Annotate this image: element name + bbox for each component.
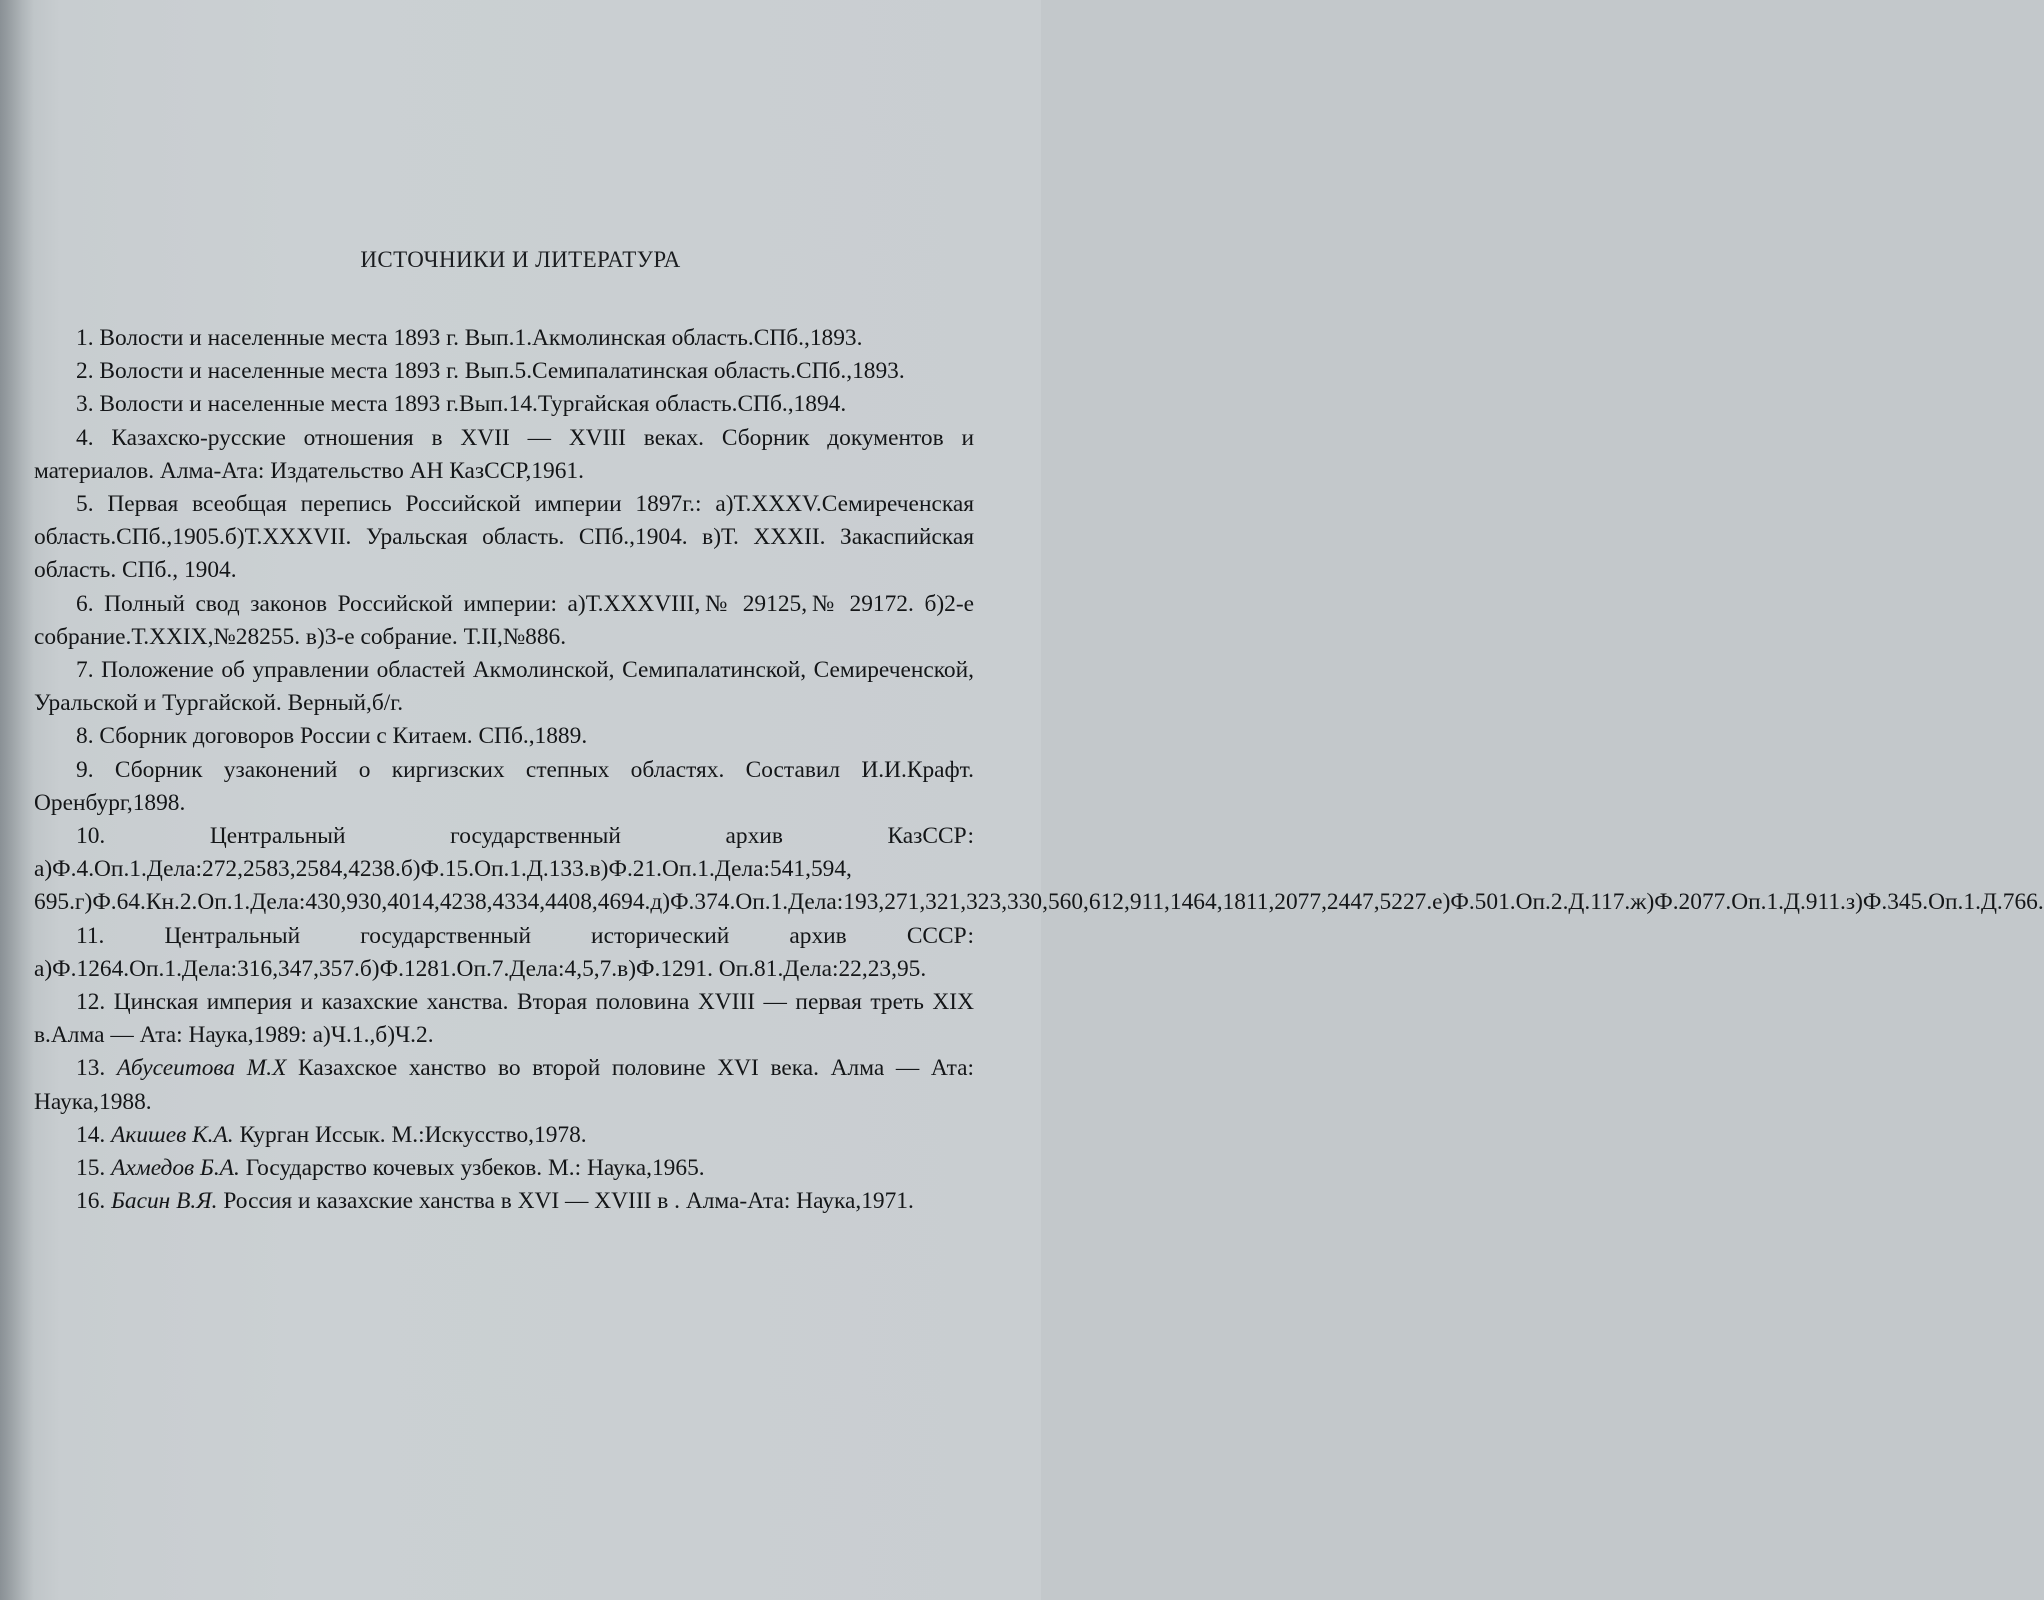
reference-item [34, 1185, 974, 1218]
reference-list [34, 322, 2044, 1218]
page-title: ИСТОЧНИКИ И ЛИТЕРАТУРА [360, 247, 681, 272]
reference-description: Казахское ханство во второй половине XVI века. Алма — Ата: Наука,1988. [34, 1055, 975, 1115]
reference-item: 12. Цинская империя и казахские ханства. Вторая половина XVIII — первая треть XIX в.Алма — Ата: Наука,1989: а)Ч.1.,б)Ч.2. [34, 989, 974, 1049]
reference-author: Басин В.Я. [111, 1188, 218, 1215]
binding-shadow [0, 0, 34, 1600]
reference-item: 8. Сборник договоров России с Китаем. СПб.,1889. [76, 723, 588, 750]
reference-item [34, 1052, 974, 1118]
reference-item: 5. Первая всеобщая перепись Российской империи 1897г.: а)Т.XXXV.Семиреченская область.СПб.,1905.б)Т.XXXVII. Уральская область. СПб.,1904. в)Т. XXXII. Закаспийская область. СПб., 1904. [34, 491, 974, 584]
reference-description: Государство кочевых узбеков. М.: Наука,1965. [245, 1155, 705, 1182]
reference-item: 10. Центральный государственный архив КазССР: а)Ф.4.Оп.1.Дела:272,2583,2584,4238.б)Ф.15.Оп.1.Д.133.в)Ф.21.Оп.1.Дела:541,594, 695.г)Ф.64.Кн.2.Оп.1.Дела:430,930,4014,4238,4334,4408,4694.д)Ф.374.Оп.1.Дела:193,271,321,323,330,560,612,911,1464,1811,2077,2447,5227.е)Ф.501.Оп.2.Д.117.ж)Ф.2077.Оп.1.Д.911.з)Ф.345.Оп.1.Д.766. [34, 823, 2044, 916]
reference-author: Ахмедов Б.А. [111, 1155, 240, 1182]
reference-item: 3. Волости и населенные места 1893 г.Вып.14.Тургайская область.СПб.,1894. [76, 391, 847, 418]
reference-description: Россия и казахские ханства в XVI — XVIII в . Алма-Ата: Наука,1971. [223, 1188, 914, 1215]
reference-item: 11. Центральный государственный исторический архив СССР: а)Ф.1264.Оп.1.Дела:316,347,357.б)Ф.1281.Оп.7.Дела:4,5,7.в)Ф.1291. Оп.81.Дела:22,23,95. [34, 922, 974, 982]
reference-item [34, 1119, 974, 1152]
reference-number: 13. [76, 1055, 106, 1082]
reference-item: 4. Казахско-русские отношения в XVII — XVIII веках. Сборник документов и материалов. Алма-Ата: Издательство АН КазССР,1961. [34, 424, 974, 484]
reference-item [34, 1152, 974, 1185]
reference-author: Акишев К.А. [111, 1121, 234, 1148]
reference-item: 6. Полный свод законов Российской империи: а)Т.XXXVIII,№ 29125,№ 29172. б)2-е собрание.Т.XXIX,№28255. в)3-е собрание. Т.II,№886. [34, 590, 974, 650]
reference-number: 15. [76, 1155, 106, 1182]
reference-item: 9. Сборник узаконений о киргизских степных областях. Составил И.И.Крафт. Оренбург,1898. [34, 756, 974, 816]
reference-item: 7. Положение об управлении областей Акмолинской, Семипалатинской, Семиреченской, Уральской и Тургайской. Верный,б/г. [34, 657, 974, 717]
reference-number: 14. [76, 1121, 106, 1148]
reference-description: Курган Иссык. М.:Искусство,1978. [239, 1121, 587, 1148]
reference-item: 1. Волости и населенные места 1893 г. Вып.1.Акмолинская область.СПб.,1893. [76, 325, 863, 351]
reference-number: 16. [76, 1188, 106, 1215]
reference-item: 2. Волости и населенные места 1893 г. Вып.5.Семипалатинская область.СПб.,1893. [76, 358, 905, 385]
reference-author: Абусеитова М.Х [116, 1055, 287, 1082]
